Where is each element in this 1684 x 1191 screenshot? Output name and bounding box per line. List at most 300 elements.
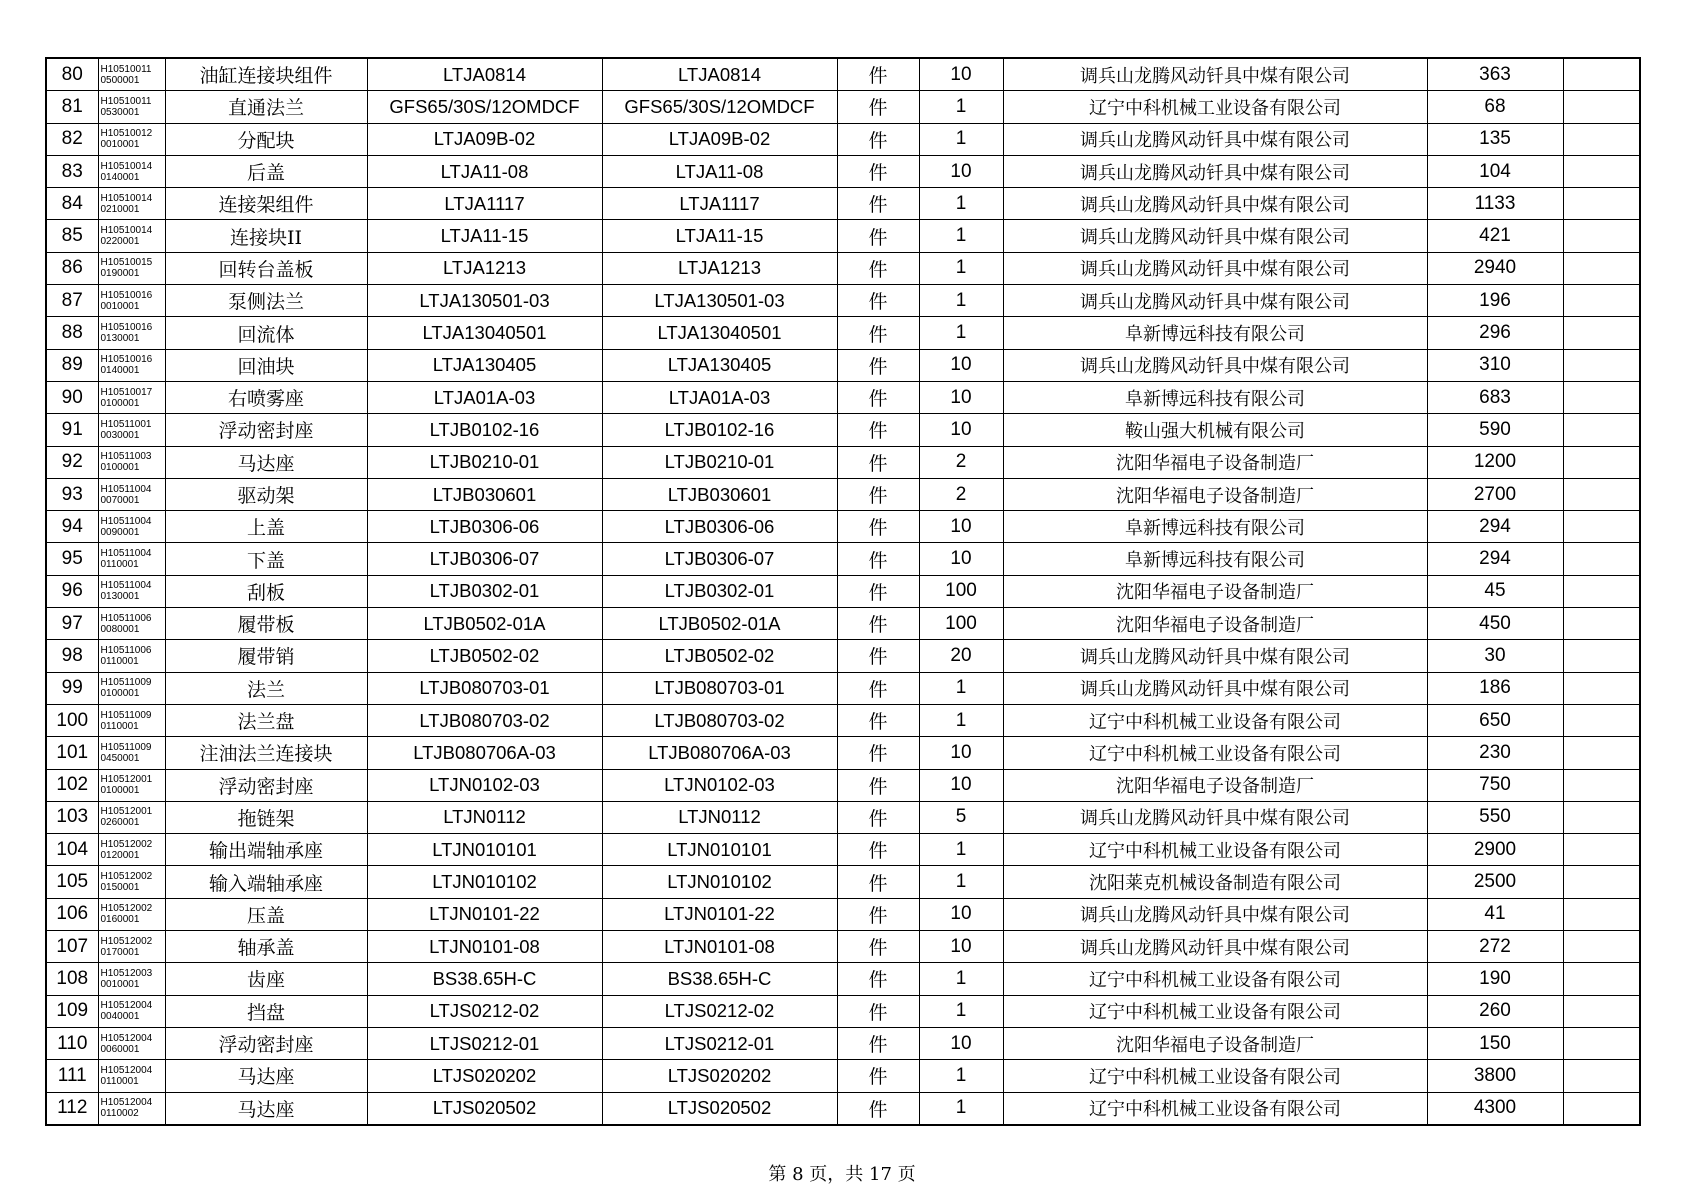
table-row [46,834,1640,866]
row-number: 102 [46,769,98,801]
unit-price: 41 [1427,898,1563,930]
model: LTJS0212-01 [602,1027,837,1059]
material-code: H10511009 0110001 [98,704,165,736]
unit: 件 [837,640,919,672]
table-row [46,511,1640,543]
quantity: 1 [919,91,1003,123]
part-name: 连接架组件 [165,188,367,220]
material-code: H10512002 0170001 [98,931,165,963]
spec: LTJA1213 [367,252,602,284]
supplier: 调兵山龙腾风动钎具中煤有限公司 [1003,672,1427,704]
unit-price: 4300 [1427,1092,1563,1125]
supplier: 调兵山龙腾风动钎具中煤有限公司 [1003,931,1427,963]
model: LTJS020202 [602,1060,837,1092]
material-code: H10510016 0140001 [98,349,165,381]
material-code: H10511006 0110001 [98,640,165,672]
unit-price: 68 [1427,91,1563,123]
supplier: 辽宁中科机械工业设备有限公司 [1003,737,1427,769]
table-row [46,898,1640,930]
quantity: 1 [919,123,1003,155]
unit: 件 [837,834,919,866]
unit-price: 650 [1427,704,1563,736]
model: LTJA01A-03 [602,381,837,413]
unit-price: 550 [1427,801,1563,833]
supplier: 辽宁中科机械工业设备有限公司 [1003,995,1427,1027]
part-name: 浮动密封座 [165,414,367,446]
note [1563,608,1640,640]
row-number: 101 [46,737,98,769]
table-row [46,737,1640,769]
unit: 件 [837,737,919,769]
model: LTJB0102-16 [602,414,837,446]
part-name: 刮板 [165,575,367,607]
row-number: 96 [46,575,98,607]
row-number: 91 [46,414,98,446]
material-code: H10511006 0080001 [98,608,165,640]
material-code: H10512004 0060001 [98,1027,165,1059]
note [1563,543,1640,575]
table-row [46,317,1640,349]
unit: 件 [837,252,919,284]
supplier: 辽宁中科机械工业设备有限公司 [1003,91,1427,123]
note [1563,317,1640,349]
part-name: 输出端轴承座 [165,834,367,866]
spec: LTJN0112 [367,801,602,833]
unit: 件 [837,188,919,220]
quantity: 1 [919,1060,1003,1092]
material-code: H10512002 0150001 [98,866,165,898]
table-row [46,543,1640,575]
part-name: 压盖 [165,898,367,930]
part-name: 上盖 [165,511,367,543]
spec: LTJB030601 [367,478,602,510]
spec: LTJA09B-02 [367,123,602,155]
unit: 件 [837,58,919,91]
row-number: 112 [46,1092,98,1125]
note [1563,575,1640,607]
supplier: 调兵山龙腾风动钎具中煤有限公司 [1003,155,1427,187]
spec: LTJN010102 [367,866,602,898]
row-number: 99 [46,672,98,704]
unit-price: 150 [1427,1027,1563,1059]
supplier: 沈阳华福电子设备制造厂 [1003,769,1427,801]
material-code: H10510016 0130001 [98,317,165,349]
quantity: 10 [919,511,1003,543]
unit-price: 294 [1427,511,1563,543]
row-number: 86 [46,252,98,284]
model: LTJA13040501 [602,317,837,349]
row-number: 84 [46,188,98,220]
model: LTJN0101-08 [602,931,837,963]
spec: LTJB0102-16 [367,414,602,446]
table-row [46,446,1640,478]
unit: 件 [837,866,919,898]
part-name: 齿座 [165,963,367,995]
quantity: 10 [919,543,1003,575]
material-code: H10510014 0140001 [98,155,165,187]
quantity: 10 [919,155,1003,187]
unit: 件 [837,1027,919,1059]
spec: LTJB0502-02 [367,640,602,672]
unit: 件 [837,898,919,930]
row-number: 109 [46,995,98,1027]
supplier: 辽宁中科机械工业设备有限公司 [1003,1092,1427,1125]
spec: LTJS0212-01 [367,1027,602,1059]
table-row [46,963,1640,995]
spec: LTJS020502 [367,1092,602,1125]
unit-price: 1200 [1427,446,1563,478]
model: LTJA0814 [602,58,837,91]
part-name: 泵侧法兰 [165,285,367,317]
material-code: H10511001 0030001 [98,414,165,446]
model: LTJB030601 [602,478,837,510]
note [1563,769,1640,801]
model: LTJB0306-07 [602,543,837,575]
table-row [46,1060,1640,1092]
row-number: 111 [46,1060,98,1092]
unit: 件 [837,543,919,575]
note [1563,155,1640,187]
quantity: 2 [919,478,1003,510]
model: LTJB080703-01 [602,672,837,704]
supplier: 沈阳莱克机械设备制造有限公司 [1003,866,1427,898]
quantity: 10 [919,737,1003,769]
table-row [46,1092,1640,1125]
table-row [46,608,1640,640]
table-row [46,220,1640,252]
unit: 件 [837,801,919,833]
model: LTJA11-15 [602,220,837,252]
spec: LTJB080703-01 [367,672,602,704]
model: LTJB080703-02 [602,704,837,736]
row-number: 107 [46,931,98,963]
note [1563,834,1640,866]
supplier: 调兵山龙腾风动钎具中煤有限公司 [1003,285,1427,317]
spec: LTJA11-08 [367,155,602,187]
unit: 件 [837,608,919,640]
unit-price: 260 [1427,995,1563,1027]
quantity: 1 [919,252,1003,284]
note [1563,91,1640,123]
table-row [46,381,1640,413]
note [1563,995,1640,1027]
supplier: 调兵山龙腾风动钎具中煤有限公司 [1003,220,1427,252]
table-row [46,931,1640,963]
row-number: 104 [46,834,98,866]
spec: BS38.65H-C [367,963,602,995]
table-row [46,1027,1640,1059]
note [1563,381,1640,413]
unit: 件 [837,931,919,963]
quantity: 1 [919,672,1003,704]
unit-price: 294 [1427,543,1563,575]
part-name: 注油法兰连接块 [165,737,367,769]
material-code: H10511004 0130001 [98,575,165,607]
part-name: 驱动架 [165,478,367,510]
table-row [46,995,1640,1027]
supplier: 调兵山龙腾风动钎具中煤有限公司 [1003,349,1427,381]
supplier: 辽宁中科机械工业设备有限公司 [1003,963,1427,995]
model: LTJB0502-01A [602,608,837,640]
table-row [46,478,1640,510]
supplier: 调兵山龙腾风动钎具中煤有限公司 [1003,640,1427,672]
model: BS38.65H-C [602,963,837,995]
model: LTJB0502-02 [602,640,837,672]
supplier: 调兵山龙腾风动钎具中煤有限公司 [1003,58,1427,91]
row-number: 100 [46,704,98,736]
supplier: 调兵山龙腾风动钎具中煤有限公司 [1003,252,1427,284]
unit: 件 [837,155,919,187]
model: LTJA09B-02 [602,123,837,155]
supplier: 沈阳华福电子设备制造厂 [1003,1027,1427,1059]
spec: LTJB0306-07 [367,543,602,575]
note [1563,188,1640,220]
spec: LTJN0101-08 [367,931,602,963]
part-name: 下盖 [165,543,367,575]
part-name: 挡盘 [165,995,367,1027]
material-code: H10512004 0040001 [98,995,165,1027]
supplier: 辽宁中科机械工业设备有限公司 [1003,1060,1427,1092]
quantity: 100 [919,575,1003,607]
quantity: 1 [919,188,1003,220]
note [1563,123,1640,155]
table-row [46,58,1640,91]
quantity: 10 [919,349,1003,381]
material-code: H10511003 0100001 [98,446,165,478]
parts-table [45,57,1641,1126]
model: LTJS0212-02 [602,995,837,1027]
note [1563,866,1640,898]
row-number: 90 [46,381,98,413]
table-row [46,801,1640,833]
model: LTJN0101-22 [602,898,837,930]
note [1563,737,1640,769]
unit: 件 [837,478,919,510]
quantity: 10 [919,769,1003,801]
model: LTJA1117 [602,188,837,220]
note [1563,349,1640,381]
material-code: H10510015 0190001 [98,252,165,284]
part-name: 马达座 [165,446,367,478]
model: LTJN0102-03 [602,769,837,801]
model: LTJA11-08 [602,155,837,187]
row-number: 93 [46,478,98,510]
part-name: 回油块 [165,349,367,381]
material-code: H10511009 0450001 [98,737,165,769]
unit-price: 190 [1427,963,1563,995]
unit: 件 [837,414,919,446]
unit: 件 [837,575,919,607]
row-number: 80 [46,58,98,91]
spec: LTJS020202 [367,1060,602,1092]
unit-price: 135 [1427,123,1563,155]
unit-price: 1133 [1427,188,1563,220]
note [1563,285,1640,317]
spec: LTJB0306-06 [367,511,602,543]
quantity: 100 [919,608,1003,640]
unit: 件 [837,446,919,478]
unit-price: 296 [1427,317,1563,349]
note [1563,1092,1640,1125]
row-number: 106 [46,898,98,930]
model: LTJN010101 [602,834,837,866]
unit: 件 [837,285,919,317]
unit: 件 [837,1092,919,1125]
supplier: 调兵山龙腾风动钎具中煤有限公司 [1003,188,1427,220]
note [1563,446,1640,478]
part-name: 右喷雾座 [165,381,367,413]
spec: LTJA130405 [367,349,602,381]
part-name: 后盖 [165,155,367,187]
material-code: H10512003 0010001 [98,963,165,995]
model: LTJN0112 [602,801,837,833]
supplier: 阜新博远科技有限公司 [1003,317,1427,349]
table-row [46,640,1640,672]
quantity: 1 [919,834,1003,866]
material-code: H10512004 0110001 [98,1060,165,1092]
unit: 件 [837,672,919,704]
part-name: 回流体 [165,317,367,349]
part-name: 浮动密封座 [165,769,367,801]
material-code: H10511004 0070001 [98,478,165,510]
material-code: H10510017 0100001 [98,381,165,413]
unit: 件 [837,349,919,381]
spec: LTJN0101-22 [367,898,602,930]
part-name: 马达座 [165,1092,367,1125]
unit-price: 2940 [1427,252,1563,284]
unit-price: 421 [1427,220,1563,252]
row-number: 98 [46,640,98,672]
material-code: H10512002 0160001 [98,898,165,930]
spec: LTJB0302-01 [367,575,602,607]
unit-price: 2700 [1427,478,1563,510]
material-code: H10510014 0220001 [98,220,165,252]
unit-price: 3800 [1427,1060,1563,1092]
quantity: 1 [919,285,1003,317]
spec: GFS65/30S/12OMDCF [367,91,602,123]
material-code: H10510014 0210001 [98,188,165,220]
row-number: 97 [46,608,98,640]
table-row [46,575,1640,607]
note [1563,1060,1640,1092]
part-name: 油缸连接块组件 [165,58,367,91]
material-code: H10512004 0110002 [98,1092,165,1125]
supplier: 阜新博远科技有限公司 [1003,381,1427,413]
row-number: 110 [46,1027,98,1059]
quantity: 10 [919,1027,1003,1059]
model: LTJB080706A-03 [602,737,837,769]
material-code: H10511009 0100001 [98,672,165,704]
row-number: 81 [46,91,98,123]
supplier: 调兵山龙腾风动钎具中煤有限公司 [1003,898,1427,930]
part-name: 马达座 [165,1060,367,1092]
spec: LTJA01A-03 [367,381,602,413]
row-number: 88 [46,317,98,349]
unit: 件 [837,381,919,413]
table-row [46,252,1640,284]
note [1563,511,1640,543]
spec: LTJA130501-03 [367,285,602,317]
material-code: H10510016 0010001 [98,285,165,317]
unit-price: 272 [1427,931,1563,963]
material-code: H10510011 0530001 [98,91,165,123]
note [1563,801,1640,833]
part-name: 浮动密封座 [165,1027,367,1059]
row-number: 105 [46,866,98,898]
unit-price: 196 [1427,285,1563,317]
material-code: H10512001 0260001 [98,801,165,833]
spec: LTJA0814 [367,58,602,91]
supplier: 阜新博远科技有限公司 [1003,511,1427,543]
spec: LTJS0212-02 [367,995,602,1027]
table-row [46,414,1640,446]
unit-price: 45 [1427,575,1563,607]
unit: 件 [837,123,919,155]
note [1563,1027,1640,1059]
unit-price: 450 [1427,608,1563,640]
unit-price: 186 [1427,672,1563,704]
spec: LTJA11-15 [367,220,602,252]
unit-price: 2900 [1427,834,1563,866]
table-row [46,704,1640,736]
part-name: 回转台盖板 [165,252,367,284]
quantity: 20 [919,640,1003,672]
row-number: 92 [46,446,98,478]
quantity: 10 [919,414,1003,446]
quantity: 1 [919,704,1003,736]
row-number: 83 [46,155,98,187]
part-name: 履带销 [165,640,367,672]
quantity: 1 [919,1092,1003,1125]
unit-price: 750 [1427,769,1563,801]
table-row [46,188,1640,220]
unit-price: 590 [1427,414,1563,446]
model: LTJS020502 [602,1092,837,1125]
unit-price: 683 [1427,381,1563,413]
model: LTJA1213 [602,252,837,284]
part-name: 轴承盖 [165,931,367,963]
supplier: 沈阳华福电子设备制造厂 [1003,608,1427,640]
quantity: 5 [919,801,1003,833]
material-code: H10512001 0100001 [98,769,165,801]
row-number: 89 [46,349,98,381]
model: LTJB0302-01 [602,575,837,607]
note [1563,58,1640,91]
spec: LTJB080706A-03 [367,737,602,769]
model: GFS65/30S/12OMDCF [602,91,837,123]
unit: 件 [837,220,919,252]
unit-price: 310 [1427,349,1563,381]
part-name: 拖链架 [165,801,367,833]
unit: 件 [837,704,919,736]
quantity: 10 [919,58,1003,91]
note [1563,963,1640,995]
quantity: 1 [919,963,1003,995]
quantity: 10 [919,898,1003,930]
note [1563,252,1640,284]
spec: LTJA1117 [367,188,602,220]
part-name: 连接块II [165,220,367,252]
model: LTJB0306-06 [602,511,837,543]
table-row [46,672,1640,704]
unit-price: 2500 [1427,866,1563,898]
supplier: 调兵山龙腾风动钎具中煤有限公司 [1003,123,1427,155]
note [1563,640,1640,672]
supplier: 调兵山龙腾风动钎具中煤有限公司 [1003,801,1427,833]
row-number: 82 [46,123,98,155]
quantity: 10 [919,381,1003,413]
part-name: 法兰 [165,672,367,704]
